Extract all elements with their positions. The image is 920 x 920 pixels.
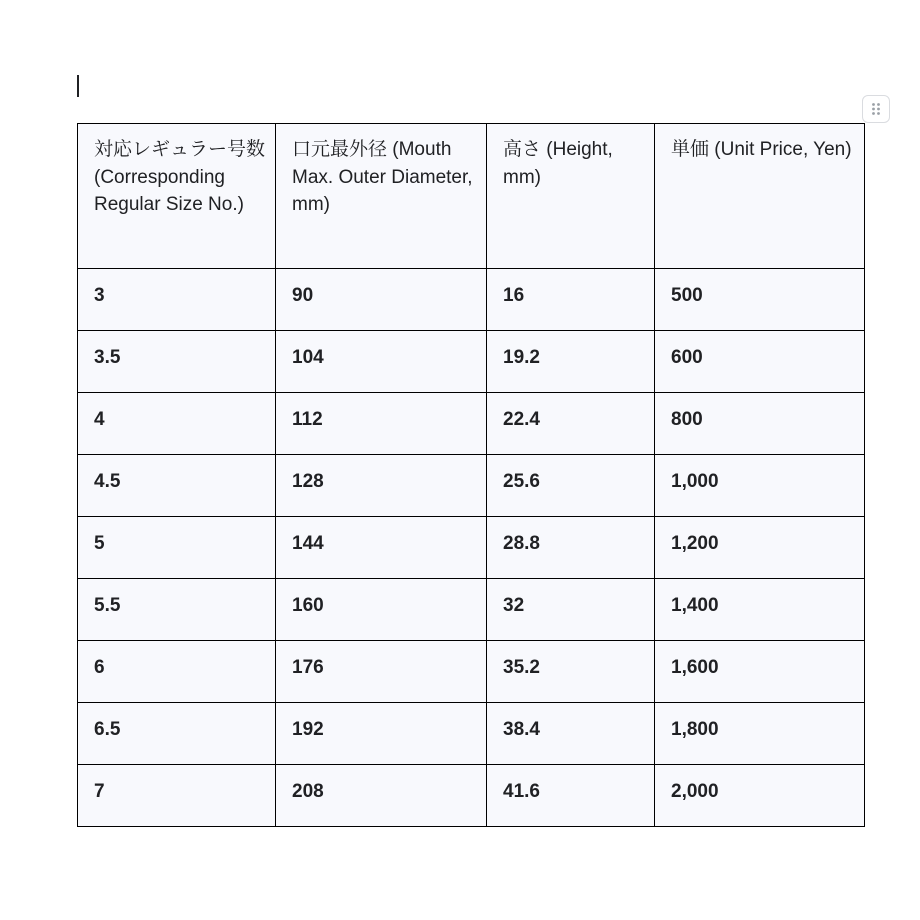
- cell-mouth-diameter[interactable]: 104: [276, 331, 487, 393]
- cell-size-no[interactable]: 7: [78, 765, 276, 827]
- drag-handle-icon: [871, 102, 881, 116]
- cell-mouth-diameter[interactable]: 112: [276, 393, 487, 455]
- cell-height[interactable]: 19.2: [487, 331, 655, 393]
- cell-mouth-diameter[interactable]: 208: [276, 765, 487, 827]
- text-cursor: [77, 75, 79, 97]
- cell-height[interactable]: 22.4: [487, 393, 655, 455]
- cell-height[interactable]: 32: [487, 579, 655, 641]
- cell-height[interactable]: 38.4: [487, 703, 655, 765]
- table-row: [78, 703, 865, 765]
- header-height[interactable]: 高さ (Height, mm): [487, 124, 655, 269]
- table-row: [78, 579, 865, 641]
- cell-size-no[interactable]: 6.5: [78, 703, 276, 765]
- cell-size-no[interactable]: 3.5: [78, 331, 276, 393]
- table-row: [78, 269, 865, 331]
- table-row: [78, 641, 865, 703]
- cell-height[interactable]: 25.6: [487, 455, 655, 517]
- cell-size-no[interactable]: 5.5: [78, 579, 276, 641]
- table-drag-handle[interactable]: [862, 95, 890, 123]
- header-mouth-diameter[interactable]: 口元最外径 (Mouth Max. Outer Diameter, mm): [276, 124, 487, 269]
- cell-height[interactable]: 41.6: [487, 765, 655, 827]
- header-size-no[interactable]: 対応レギュラー号数 (Corresponding Regular Size No.): [78, 124, 276, 269]
- header-unit-price[interactable]: 単価 (Unit Price, Yen): [655, 124, 865, 269]
- cell-mouth-diameter[interactable]: 176: [276, 641, 487, 703]
- table-row: [78, 331, 865, 393]
- cell-mouth-diameter[interactable]: 90: [276, 269, 487, 331]
- cell-height[interactable]: 16: [487, 269, 655, 331]
- table-header-row: [78, 124, 865, 269]
- cell-unit-price[interactable]: 1,400: [655, 579, 865, 641]
- cell-size-no[interactable]: 4.5: [78, 455, 276, 517]
- cell-size-no[interactable]: 6: [78, 641, 276, 703]
- table-row: [78, 393, 865, 455]
- cell-unit-price[interactable]: 1,200: [655, 517, 865, 579]
- cell-unit-price[interactable]: 500: [655, 269, 865, 331]
- cell-unit-price[interactable]: 1,600: [655, 641, 865, 703]
- table-row: [78, 765, 865, 827]
- cell-unit-price[interactable]: 600: [655, 331, 865, 393]
- cell-height[interactable]: 28.8: [487, 517, 655, 579]
- cell-mouth-diameter[interactable]: 192: [276, 703, 487, 765]
- cell-size-no[interactable]: 4: [78, 393, 276, 455]
- cell-unit-price[interactable]: 800: [655, 393, 865, 455]
- cell-mouth-diameter[interactable]: 144: [276, 517, 487, 579]
- cell-mouth-diameter[interactable]: 160: [276, 579, 487, 641]
- cell-unit-price[interactable]: 1,000: [655, 455, 865, 517]
- cell-mouth-diameter[interactable]: 128: [276, 455, 487, 517]
- cell-size-no[interactable]: 5: [78, 517, 276, 579]
- table-row: [78, 517, 865, 579]
- cell-size-no[interactable]: 3: [78, 269, 276, 331]
- table-row: [78, 455, 865, 517]
- cell-unit-price[interactable]: 2,000: [655, 765, 865, 827]
- cell-height[interactable]: 35.2: [487, 641, 655, 703]
- price-table: [77, 123, 865, 827]
- cell-unit-price[interactable]: 1,800: [655, 703, 865, 765]
